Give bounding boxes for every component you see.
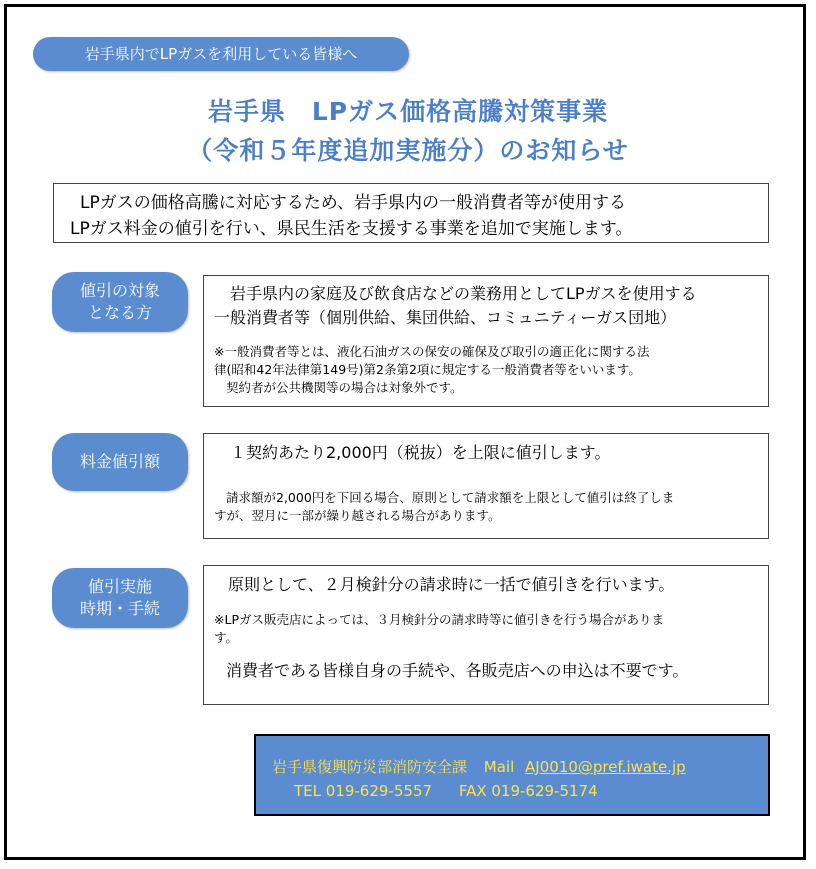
section-label-line2: 時期・手続 [79,599,160,618]
contact-mail-link[interactable]: AJ0010@pref.iwate.jp [525,758,686,776]
page-title-line2: （令和５年度追加実施分）のお知らせ [187,136,629,165]
section-label-target [52,272,188,332]
section-main-line1: １契約あたり2,000円（税抜）を上限に値引します。 [230,443,611,462]
section-note-line2: 律(昭和42年法律第149号)第2条第2項に規定する一般消費者等をいいます。 [214,362,641,377]
audience-banner [33,37,409,71]
contact-tel: TEL 019-629-5557 [294,782,433,800]
section-label-timing [52,568,188,628]
audience-banner-text: 岩手県内でLPガスを利用している皆様へ [84,45,358,63]
section-label-line2: となる方 [87,303,152,322]
section-box-target [203,275,769,407]
section-main-line1: 原則として、２月検針分の請求時に一括で値引きを行います。 [228,575,675,594]
contact-dept: 岩手県復興防災部消防安全課 [272,758,468,776]
section-box-timing [203,565,769,705]
section-note-line2: す。 [214,630,239,645]
contact-fax: FAX 019-629-5174 [458,782,598,800]
section-label-line1: 値引の対象 [79,281,160,300]
intro-box [53,183,769,243]
contact-mail-label: Mail [483,758,515,776]
page-title-line1: 岩手県 LPガス価格高騰対策事業 [207,97,609,126]
intro-line1: LPガスの価格高騰に対応するため、岩手県内の一般消費者等が使用する [80,193,627,213]
section-main-line1: 岩手県内の家庭及び飲食店などの業務用としてLPガスを使用する [230,284,697,303]
section-label-line1: 料金値引額 [79,452,160,471]
section-note-line1: ※一般消費者等とは、液化石油ガスの保安の確保及び取引の適正化に関する法 [214,344,650,359]
section-note-line2: すが、翌月に一部が繰り越される場合があります。 [214,508,501,523]
section-box-amount [203,433,769,539]
contact-box [254,734,770,816]
section-note-line1: 請求額が2,000円を下回る場合、原則として請求額を上限として値引は終了しま [226,490,675,505]
section-label-amount [52,433,188,491]
section-main-line2: 一般消費者等（個別供給、集団供給、コミュニティーガス団地） [214,308,677,327]
intro-line2: LPガス料金の値引を行い、県民生活を支援する事業を追加で実施します。 [70,219,633,239]
section-note-line1: ※LPガス販売店によっては、３月検針分の請求時等に値引きを行う場合がありま [214,612,664,627]
section-closing: 消費者である皆様自身の手続や、各販売店への申込は不要です。 [226,661,689,680]
section-note-line3: 契約者が公共機関等の場合は対象外です。 [226,380,463,395]
section-label-line1: 値引実施 [87,577,152,596]
